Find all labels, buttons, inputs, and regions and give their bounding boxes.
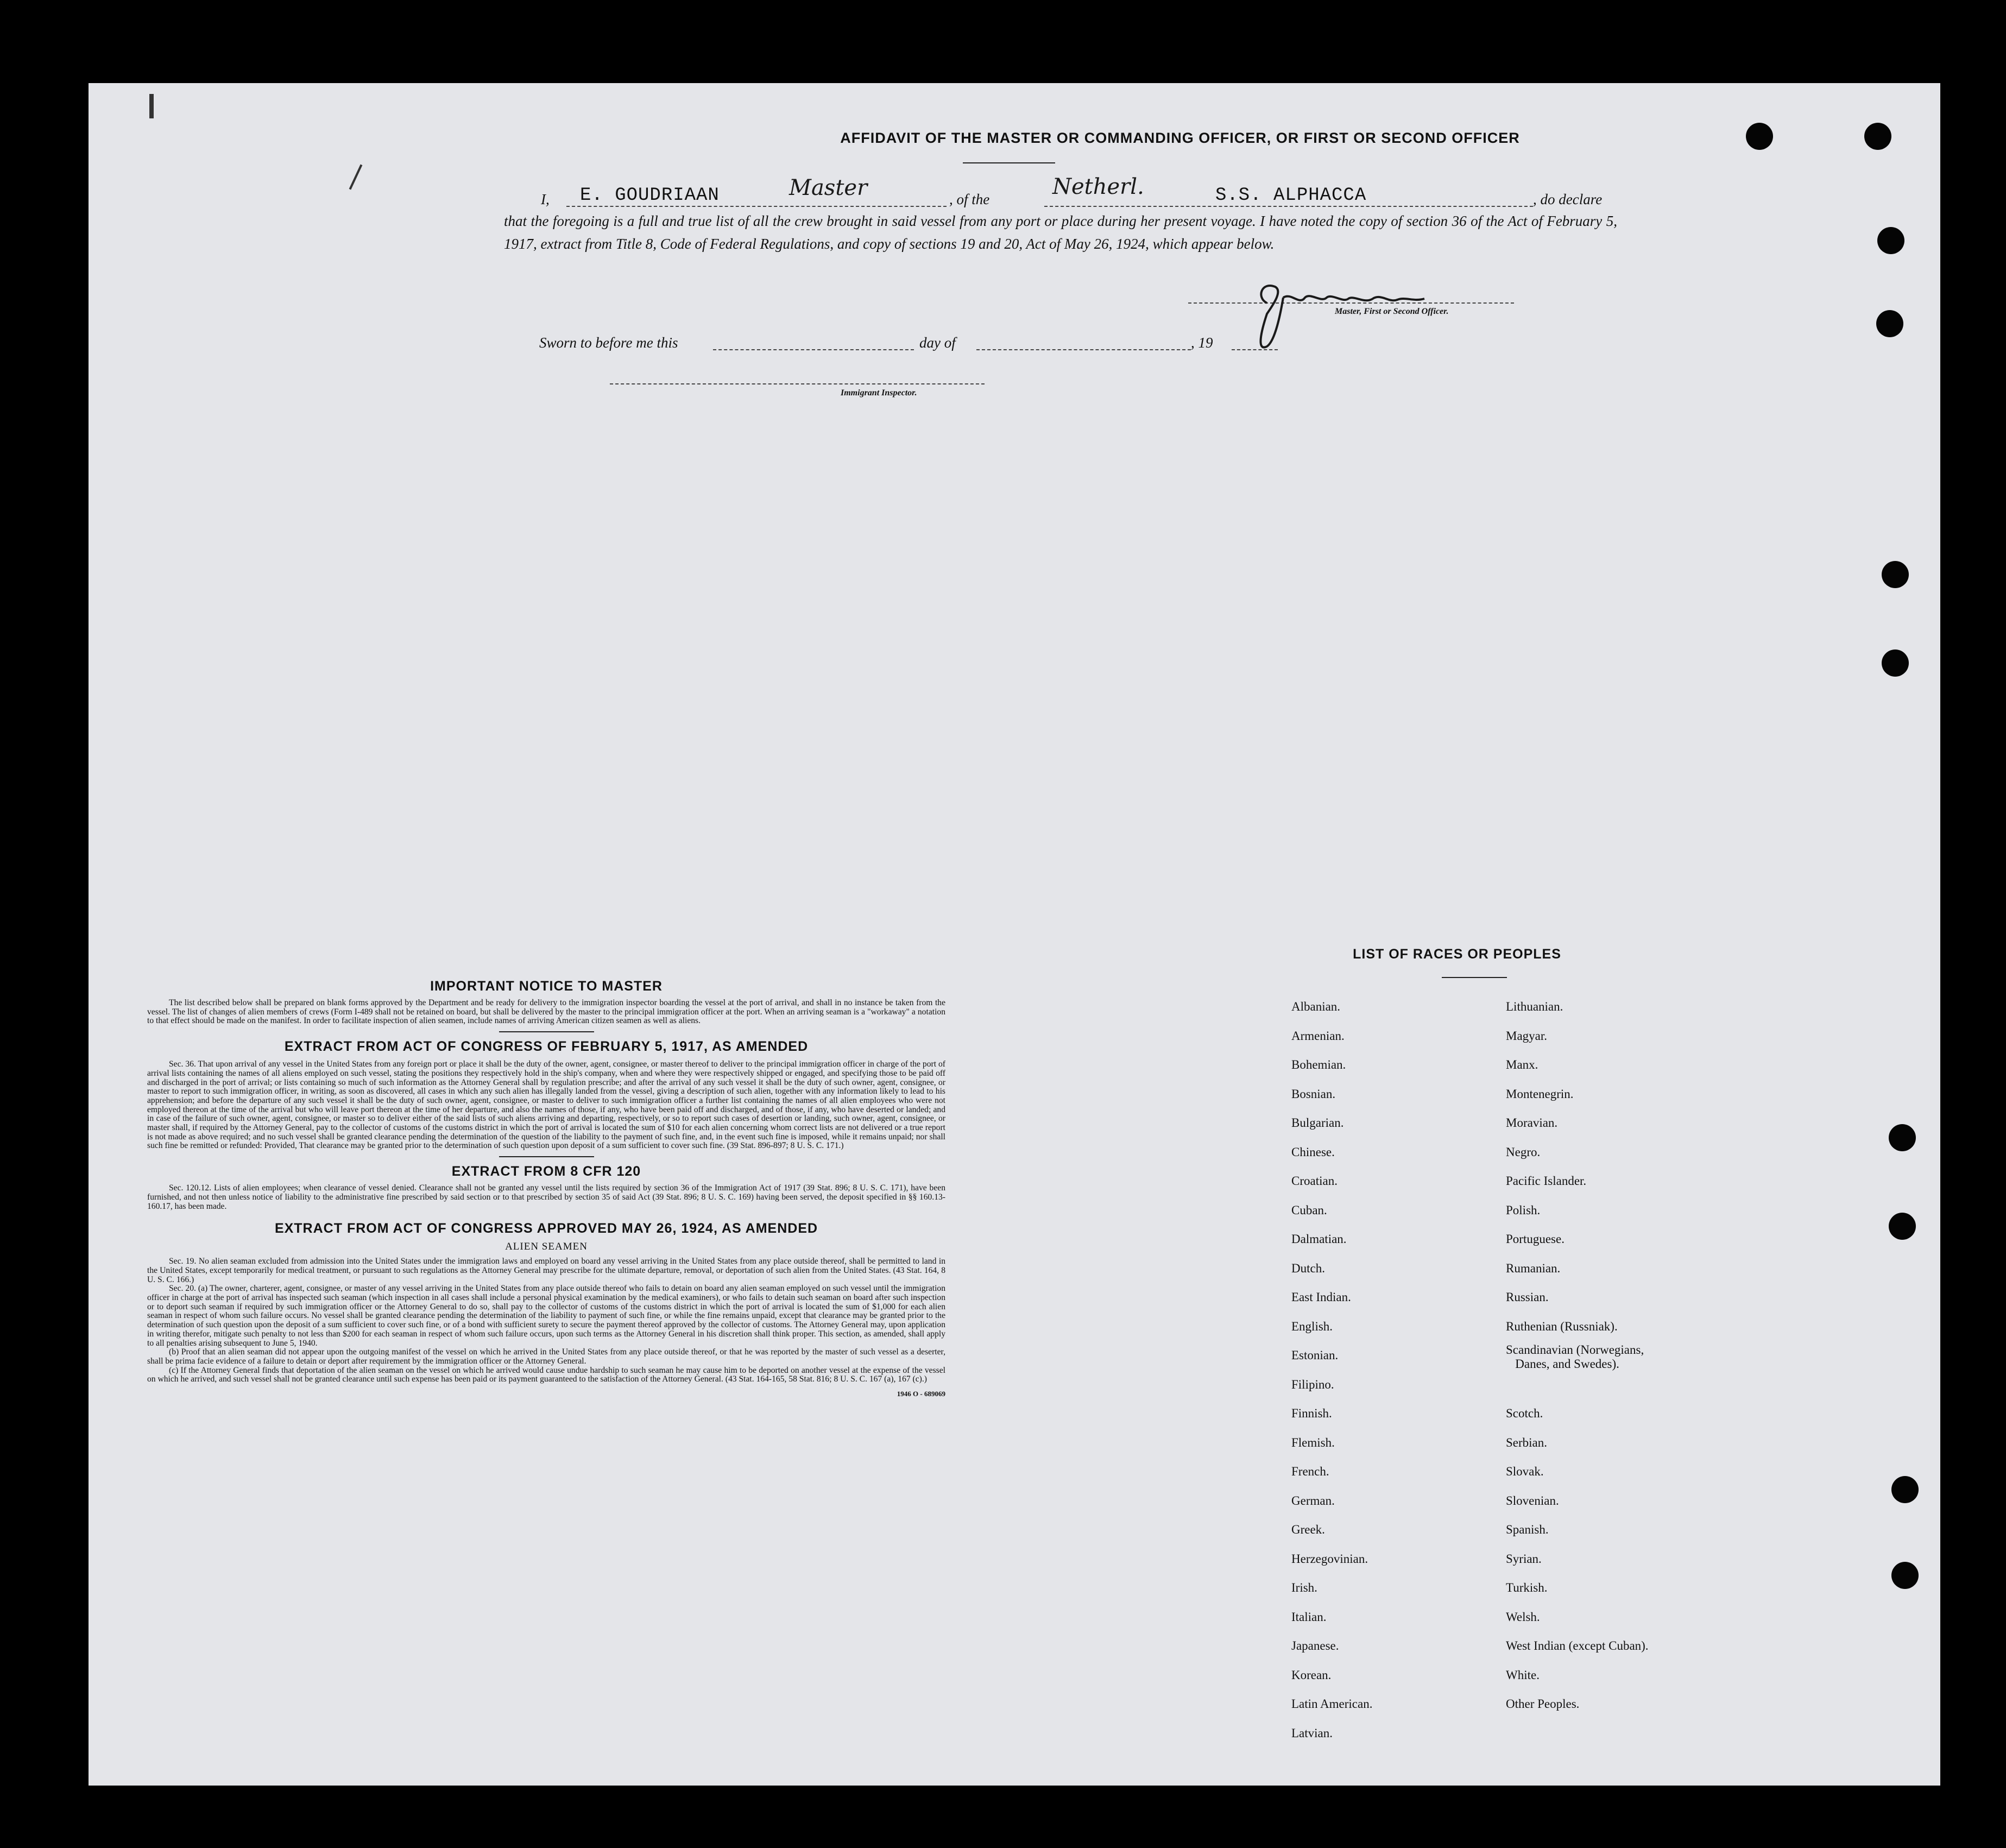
races-divider bbox=[1442, 977, 1507, 978]
race-item: Pacific Islander. bbox=[1506, 1174, 1587, 1188]
race-item: East Indian. bbox=[1291, 1290, 1351, 1304]
of-the-text: , of the bbox=[949, 191, 990, 207]
race-item: Russian. bbox=[1506, 1290, 1549, 1304]
do-declare-text: , do declare bbox=[1533, 191, 1603, 207]
race-item: Negro. bbox=[1506, 1145, 1541, 1159]
sworn-month-line bbox=[976, 349, 1191, 350]
master-name: E. GOUDRIAAN bbox=[580, 185, 720, 206]
affidavit-body: that the foregoing is a full and true list of all the crew brought in said vessel from any port or place during her present voyage. I have noted the copy of section 36 of the Act of February 5, 1917, extract from Title 8, Code of Federal Regulations, and copy of sections 19 and 20, Act of May 26, 1924, which appear below. bbox=[504, 213, 1617, 252]
races-column-2 bbox=[1506, 992, 1649, 1719]
race-item: Bosnian. bbox=[1291, 1087, 1336, 1101]
race-item: Japanese. bbox=[1291, 1639, 1339, 1653]
race-item: Chinese. bbox=[1291, 1145, 1335, 1159]
punch-hole bbox=[1864, 123, 1891, 150]
sec-20a-text: Sec. 20. (a) The owner, charterer, agent, consignee, or master of any vessel arriving in the United States from any place outside thereof who fails to detain on board any alien seaman employed on such vessel until the immigration officer in charge at the port of arrival has inspected such seaman (which inspection in all cases shall include a personal physical examination by the medical examiners), or who fails to detain such seaman on board after such inspection or to deport such seaman if required by such immigration officer or the Attorney General to do so, shall pay to the collector of customs of the customs district in which the port of arrival is located the sum of $1,000 for each alien seaman in respect of whom such failure occurs. No vessel shall be granted clearance pending the determination of the liability to payment of such fine, or while the fine remains unpaid, except that clearance may be granted prior to the determination of such question upon the deposit of a sum sufficient to cover such fine, or of a bond with sufficient surety to secure the payment thereof approved by the collector of customs. The Attorney General may, upon application in writing therefor, mitigate such penalty to not less than $200 for each seaman in respect of whom such failure occurs, upon such terms as the Attorney General in his discretion shall think proper. This section, as amended, shall apply to all penalties arising subsequent to June 5, 1940. bbox=[147, 1284, 945, 1348]
extract-1924-title: EXTRACT FROM ACT OF CONGRESS APPROVED MAY 26, 1924, AS AMENDED bbox=[274, 1221, 818, 1237]
sec-19-text: Sec. 19. No alien seaman excluded from admission into the United States under the immigration laws and employed on board any vessel arriving in the United States from any place outside thereof, shall be permitted to land in the United States, except temporarily for medical treatment, or pursuant to such regulations as the Attorney General may prescribe for the ultimate departure, removal, or deportation of such alien from the United States. (43 Stat. 164, 8 U. S. C. 166.) bbox=[147, 1257, 945, 1284]
divider bbox=[499, 1156, 594, 1157]
race-item: Bulgarian. bbox=[1291, 1116, 1344, 1130]
signature bbox=[1251, 265, 1490, 374]
divider bbox=[499, 1031, 594, 1032]
sworn-year-line bbox=[1232, 349, 1278, 350]
race-item: White. bbox=[1506, 1668, 1540, 1682]
title-divider bbox=[963, 162, 1055, 163]
race-item: Polish. bbox=[1506, 1203, 1541, 1217]
vessel-name: S.S. ALPHACCA bbox=[1215, 185, 1367, 206]
signature-caption: Master, First or Second Officer. bbox=[1335, 307, 1449, 316]
race-item: Latvian. bbox=[1291, 1726, 1333, 1740]
vessel-line bbox=[1044, 206, 1533, 207]
punch-hole bbox=[1882, 561, 1909, 588]
race-item: Armenian. bbox=[1291, 1029, 1345, 1043]
race-item: French. bbox=[1291, 1465, 1329, 1478]
alien-seamen-subtitle: ALIEN SEAMEN bbox=[505, 1241, 588, 1253]
document-sheet bbox=[89, 83, 1940, 1786]
race-item: Latin American. bbox=[1291, 1697, 1373, 1711]
race-item: Syrian. bbox=[1506, 1551, 1542, 1566]
race-item: Scotch. bbox=[1506, 1407, 1543, 1420]
sworn-prefix: Sworn to before me this bbox=[539, 335, 678, 351]
race-item bbox=[1506, 1370, 1649, 1399]
notice-text: The list described below shall be prepared on blank forms approved by the Department and be ready for delivery to the immigration inspector boarding the vessel at the port of arrival, and shall in no instance be taken from the vessel. The list of changes of alien members of crews (Form I-489 shall not be retained on board, but shall be delivered by the master to the principal immigration officer at the port. When an arriving seaman is a "workaway" a notation to that effect should be made on the manifest. In order to facilitate inspection of alien seamen, include names of arriving American citizen seamen as well as aliens. bbox=[147, 998, 945, 1026]
race-item: Rumanian. bbox=[1506, 1261, 1561, 1275]
sec-20b-text: (b) Proof that an alien seaman did not appear upon the outgoing manifest of the vessel on which he arrived in the United States from any place outside thereof, or that he was reported by the master of such vessel as a deserter, shall be prima facie evidence of a failure to detain or deport after requirement by the immigration officer or the Attorney General. bbox=[147, 1347, 945, 1366]
race-item: Cuban. bbox=[1291, 1203, 1327, 1217]
flag-handwritten: Netherl. bbox=[1052, 174, 1144, 199]
race-item: Scandinavian (Norwegians, Danes, and Swedes). bbox=[1506, 1343, 1644, 1371]
race-item: Greek. bbox=[1291, 1523, 1325, 1536]
affidavit-title: AFFIDAVIT OF THE MASTER OR COMMANDING OFFICER, OR FIRST OR SECOND OFFICER bbox=[840, 130, 1520, 146]
notice-title: IMPORTANT NOTICE TO MASTER bbox=[430, 979, 663, 994]
race-item: Dutch. bbox=[1291, 1261, 1325, 1275]
sworn-date-line bbox=[713, 349, 914, 350]
rank-handwritten: Master bbox=[789, 175, 868, 200]
races-title: LIST OF RACES OR PEOPLES bbox=[1353, 947, 1561, 962]
race-item: Bohemian. bbox=[1291, 1058, 1346, 1071]
races-column-1 bbox=[1291, 992, 1372, 1748]
punch-hole bbox=[1877, 227, 1904, 254]
race-item: Finnish. bbox=[1291, 1407, 1332, 1420]
race-item: Italian. bbox=[1291, 1610, 1327, 1624]
race-item: Ruthenian (Russniak). bbox=[1506, 1319, 1618, 1333]
race-item: English. bbox=[1291, 1319, 1333, 1333]
punch-hole bbox=[1891, 1476, 1919, 1503]
race-item: Welsh. bbox=[1506, 1610, 1540, 1624]
race-item: Slovak. bbox=[1506, 1465, 1544, 1478]
race-item: Dalmatian. bbox=[1291, 1232, 1347, 1246]
race-item: Flemish. bbox=[1291, 1435, 1335, 1449]
race-item: Turkish. bbox=[1506, 1581, 1548, 1594]
race-item: Moravian. bbox=[1506, 1116, 1558, 1130]
race-item: Korean. bbox=[1291, 1668, 1332, 1682]
race-item: Spanish. bbox=[1506, 1523, 1549, 1536]
extract-1917-text: Sec. 36. That upon arrival of any vessel in the United States from any foreign port or place it shall be the duty of the owner, agent, consignee, or master thereof to deliver to the principal immigration officer in charge of the port of arrival lists containing the names of all aliens employed on such vessel, stating the positions they respectively hold in the ship's company, when and where they were respectively shipped or engaged, and specifying those to be paid off and discharged in the port of arrival; or lists containing so much of such information as the Attorney General shall by regulation prescribe; and after the arrival of any such vessel it shall be the duty of such owner, agent, consignee, or master to report to such immigration officer, in writing, as soon as discovered, all cases in which any such alien has illegally landed from the vessel, giving a description of such alien, together with any information likely to lead to his apprehension; and before the departure of any such vessel it shall be the duty of such owner, agent, consignee, or master to deliver to such immigration officer a further list containing the names of all alien employees who were not employed thereon at the time of the arrival but who will leave port thereon at the time of her departure, and also the names of those, if any, who have been paid off and discharged, and of those, if any, who have deserted or landed; and in case of the failure of such owner, agent, consignee, or master so to deliver either of the said lists of such aliens arriving and departing, respectively, or so to report such cases of desertion or landing, such owner, agent, consignee, or master shall, if required by the Attorney General, pay to the collector of customs of the customs district in which the port of arrival is located the sum of $10 for each alien concerning whom correct lists are not delivered or a true report is not made as above required; and no such vessel shall be granted clearance pending the determination of the question of the liability to the payment of such fine, and, in the event such fine is imposed, while it remains unpaid; nor shall such fine be remitted or refunded: Provided, That clearance may be granted prior to the determination of such question upon deposit of a sum sufficient to cover such fine. (39 Stat. 896-897; 8 U. S. C. 171.) bbox=[147, 1059, 945, 1151]
sworn-day-of: day of bbox=[919, 335, 956, 351]
punch-hole bbox=[1876, 310, 1903, 337]
affidavit-prefix: I, bbox=[541, 191, 550, 207]
scan-artifact bbox=[349, 164, 363, 190]
race-item: Other Peoples. bbox=[1506, 1697, 1580, 1711]
race-item: Magyar. bbox=[1506, 1029, 1548, 1043]
race-item: German. bbox=[1291, 1493, 1335, 1508]
race-item: Portuguese. bbox=[1506, 1232, 1565, 1246]
inspector-line bbox=[610, 383, 985, 384]
race-item: Albanian. bbox=[1291, 1000, 1341, 1013]
punch-hole bbox=[1889, 1213, 1916, 1240]
print-code: 1946 O - 689069 bbox=[897, 1390, 945, 1398]
sec-20c-text: (c) If the Attorney General finds that deportation of the alien seaman on the vessel on which he arrived would cause undue hardship to such seaman he may cause him to be deported on another vessel at the expense of the vessel on which he arrived, and such vessel shall not be granted clearance until such expense has been paid or its payment guaranteed to the satisfaction of the Attorney General. (43 Stat. 164-165, 58 Stat. 816; 8 U. S. C. 167 (a), 167 (c).) bbox=[147, 1365, 945, 1384]
legal-text-block bbox=[147, 979, 945, 1398]
punch-hole bbox=[1891, 1562, 1919, 1589]
scan-artifact bbox=[149, 94, 154, 118]
punch-hole bbox=[1746, 123, 1773, 150]
race-item: Manx. bbox=[1506, 1058, 1538, 1071]
inspector-caption: Immigrant Inspector. bbox=[841, 388, 917, 398]
race-item: Herzegovinian. bbox=[1291, 1551, 1368, 1566]
race-item: Filipino. bbox=[1291, 1377, 1334, 1391]
punch-hole bbox=[1882, 649, 1909, 677]
punch-hole bbox=[1889, 1124, 1916, 1151]
race-item: Slovenian. bbox=[1506, 1493, 1559, 1508]
extract-1917-title: EXTRACT FROM ACT OF CONGRESS OF FEBRUARY 5, 1917, AS AMENDED bbox=[284, 1039, 809, 1055]
race-item: Irish. bbox=[1291, 1581, 1317, 1594]
race-item: Serbian. bbox=[1506, 1435, 1548, 1449]
name-line bbox=[566, 206, 947, 207]
race-item: Lithuanian. bbox=[1506, 1000, 1563, 1013]
extract-cfr-title: EXTRACT FROM 8 CFR 120 bbox=[451, 1164, 641, 1180]
race-item: Estonian. bbox=[1291, 1348, 1339, 1362]
race-item: Montenegrin. bbox=[1506, 1087, 1574, 1101]
extract-cfr-text: Sec. 120.12. Lists of alien employees; when clearance of vessel denied. Clearance shall not be granted any vessel until the lists required by section 36 of the Immigration Act of 1917 (39 Stat. 896; 8 U. S. C. 171), have been furnished, and not then unless notice of liability to the administrative fine prescribed by said section or to that prescribed by section 35 of said Act (39 Stat. 896; 8 U. S. C. 169) having been served, the deposit specified in §§ 160.13-160.17, has been made. bbox=[147, 1183, 945, 1211]
race-item: Croatian. bbox=[1291, 1174, 1338, 1188]
race-item: West Indian (except Cuban). bbox=[1506, 1639, 1649, 1653]
sworn-year: , 19 bbox=[1191, 335, 1213, 351]
